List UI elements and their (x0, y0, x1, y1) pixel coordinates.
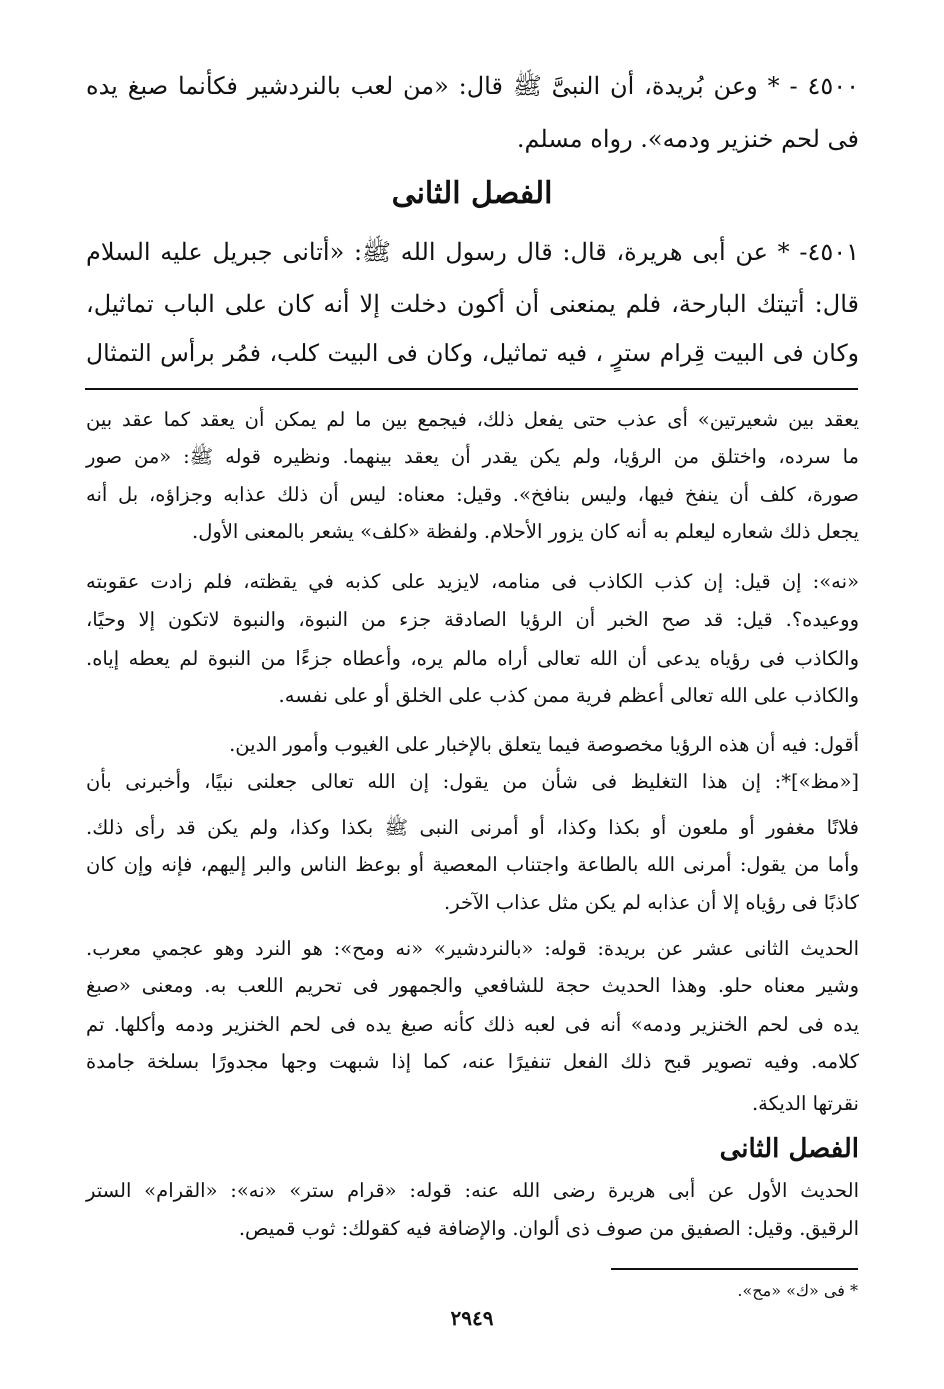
footnote: * فى «ك» «مح». (737, 1281, 858, 1300)
commentary-line: يعقد بين شعيرتين» أى عذب حتى يفعل ذلك، فيجمع بين ما لم يمكن أن يعقد كما عقد بين (86, 408, 860, 431)
section-heading: الفصل الثانى (391, 176, 553, 211)
hadith-4501-line-2: قال: أتيتك البارحة، فلم يمنعنى أن أكون دخلت إلا أنه كان على الباب تماثيل، (86, 290, 859, 318)
commentary-line: الحديث الثانى عشر عن بريدة: قوله: «بالنردشير» «نه ومح»: هو النرد وهو عجمي معرب. (86, 937, 859, 960)
footnote-divider (611, 1268, 858, 1270)
commentary-line: الرقيق. وقيل: الصفيق من صوف ذى ألوان. والإضافة فيه كقولك: ثوب قميص. (238, 1217, 859, 1240)
commentary-line: وشير معناه حلو. وهذا الحديث حجة للشافعي والجمهور فى تحريم اللعب به. ومعنى «صبغ (86, 974, 859, 997)
commentary-line: [«مظ»]*: إن هذا التغليظ فى شأن من يقول: إن الله تعالى جعلنى نبيًا، وأخبرنى بأن (86, 770, 859, 793)
commentary-line: كاذبًا فى رؤياه إلا أن عذابه لم يكن مثل عذاب الآخر. (444, 891, 859, 914)
commentary-line: والكاذب فى رؤياه يدعى أن الله تعالى أراه مالم يره، وأعطاه جزءًا من النبوة لم يعطه إياه. (86, 647, 859, 670)
main-text-divider (85, 388, 858, 390)
commentary-line: صورة، كلف أن ينفخ فيها، وليس بنافخ». وقيل: معناه: ليس أن ذلك عذابه وجزاؤه، بل أنه (86, 483, 859, 506)
commentary-line: نقرتها الديكة. (751, 1092, 859, 1115)
hadith-4500-line-1: ٤٥٠٠ - * وعن بُريدة، أن النبىَّ ﷺ قال: «من لعب بالنردشير فكأنما صبغ يده (86, 72, 859, 100)
hadith-4501-line-3: وكان فى البيت قِرام سترٍ ، فيه تماثيل، وكان فى البيت كلب، فمُر برأس التمثال (86, 339, 859, 367)
commentary-line: ووعيده؟. قيل: قد صح الخبر أن الرؤيا الصادقة جزء من النبوة، والنبوة لاتكون إلا وحيًا، (86, 608, 859, 631)
commentary-line: ما سرده، واختلق من الرؤيا، ولم يكن يقدر أن يعقد بينهما. ونظيره قوله ﷺ: «من صور (86, 445, 859, 468)
page-number: ٢٩٤٩ (450, 1306, 494, 1330)
hadith-4500-line-2: فى لحم خنزير ودمه». رواه مسلم. (516, 125, 859, 153)
commentary-line: «نه»: إن قيل: إن كذب الكاذب فى منامه، لايزيد على كذبه في يقظته، فلم زادت عقوبته (86, 570, 859, 593)
commentary-line: فلانًا مغفور أو ملعون أو بكذا وكذا، أو أمرنى النبى ﷺ بكذا وكذا، ولم يكن قد رأى ذلك. (86, 816, 859, 839)
commentary-line: وأما من يقول: أمرنى الله بالطاعة واجتناب المعصية أو بوعظ الناس والبر إليهم، فإنه وإن كان (86, 853, 859, 876)
commentary-line: والكاذب على الله تعالى أعظم فرية ممن كذب على الخلق أو على نفسه. (278, 684, 859, 707)
commentary-line: أقول: فيه أن هذه الرؤيا مخصوصة فيما يتعلق بالإخبار على الغيوب وأمور الدين. (229, 733, 859, 756)
commentary-section-heading: الفصل الثانى (719, 1134, 859, 1164)
commentary-line: الحديث الأول عن أبى هريرة رضى الله عنه: قوله: «قرام ستر» «نه»: «القرام» الستر (86, 1179, 859, 1202)
commentary-line: كلامه. وفيه تصوير قبح ذلك الفعل تنفيرًا عنه، كما إذا شبهت وجها مجدورًا بسلخة جامدة (86, 1050, 859, 1073)
commentary-line: يجعل ذلك شعاره ليعلم به أنه كان يزور الأحلام. ولفظة «كلف» يشعر بالمعنى الأول. (192, 520, 859, 543)
hadith-4501-line-1: ٤٥٠١- * عن أبى هريرة، قال: قال رسول الله ﷺ: «أتانى جبريل عليه السلام (86, 238, 859, 266)
commentary-line: يده فى لحم الخنزير ودمه» أنه فى لعبه ذلك كأنه صبغ يده فى لحم الخنزير ودمه وأكلها. تم (86, 1013, 859, 1036)
